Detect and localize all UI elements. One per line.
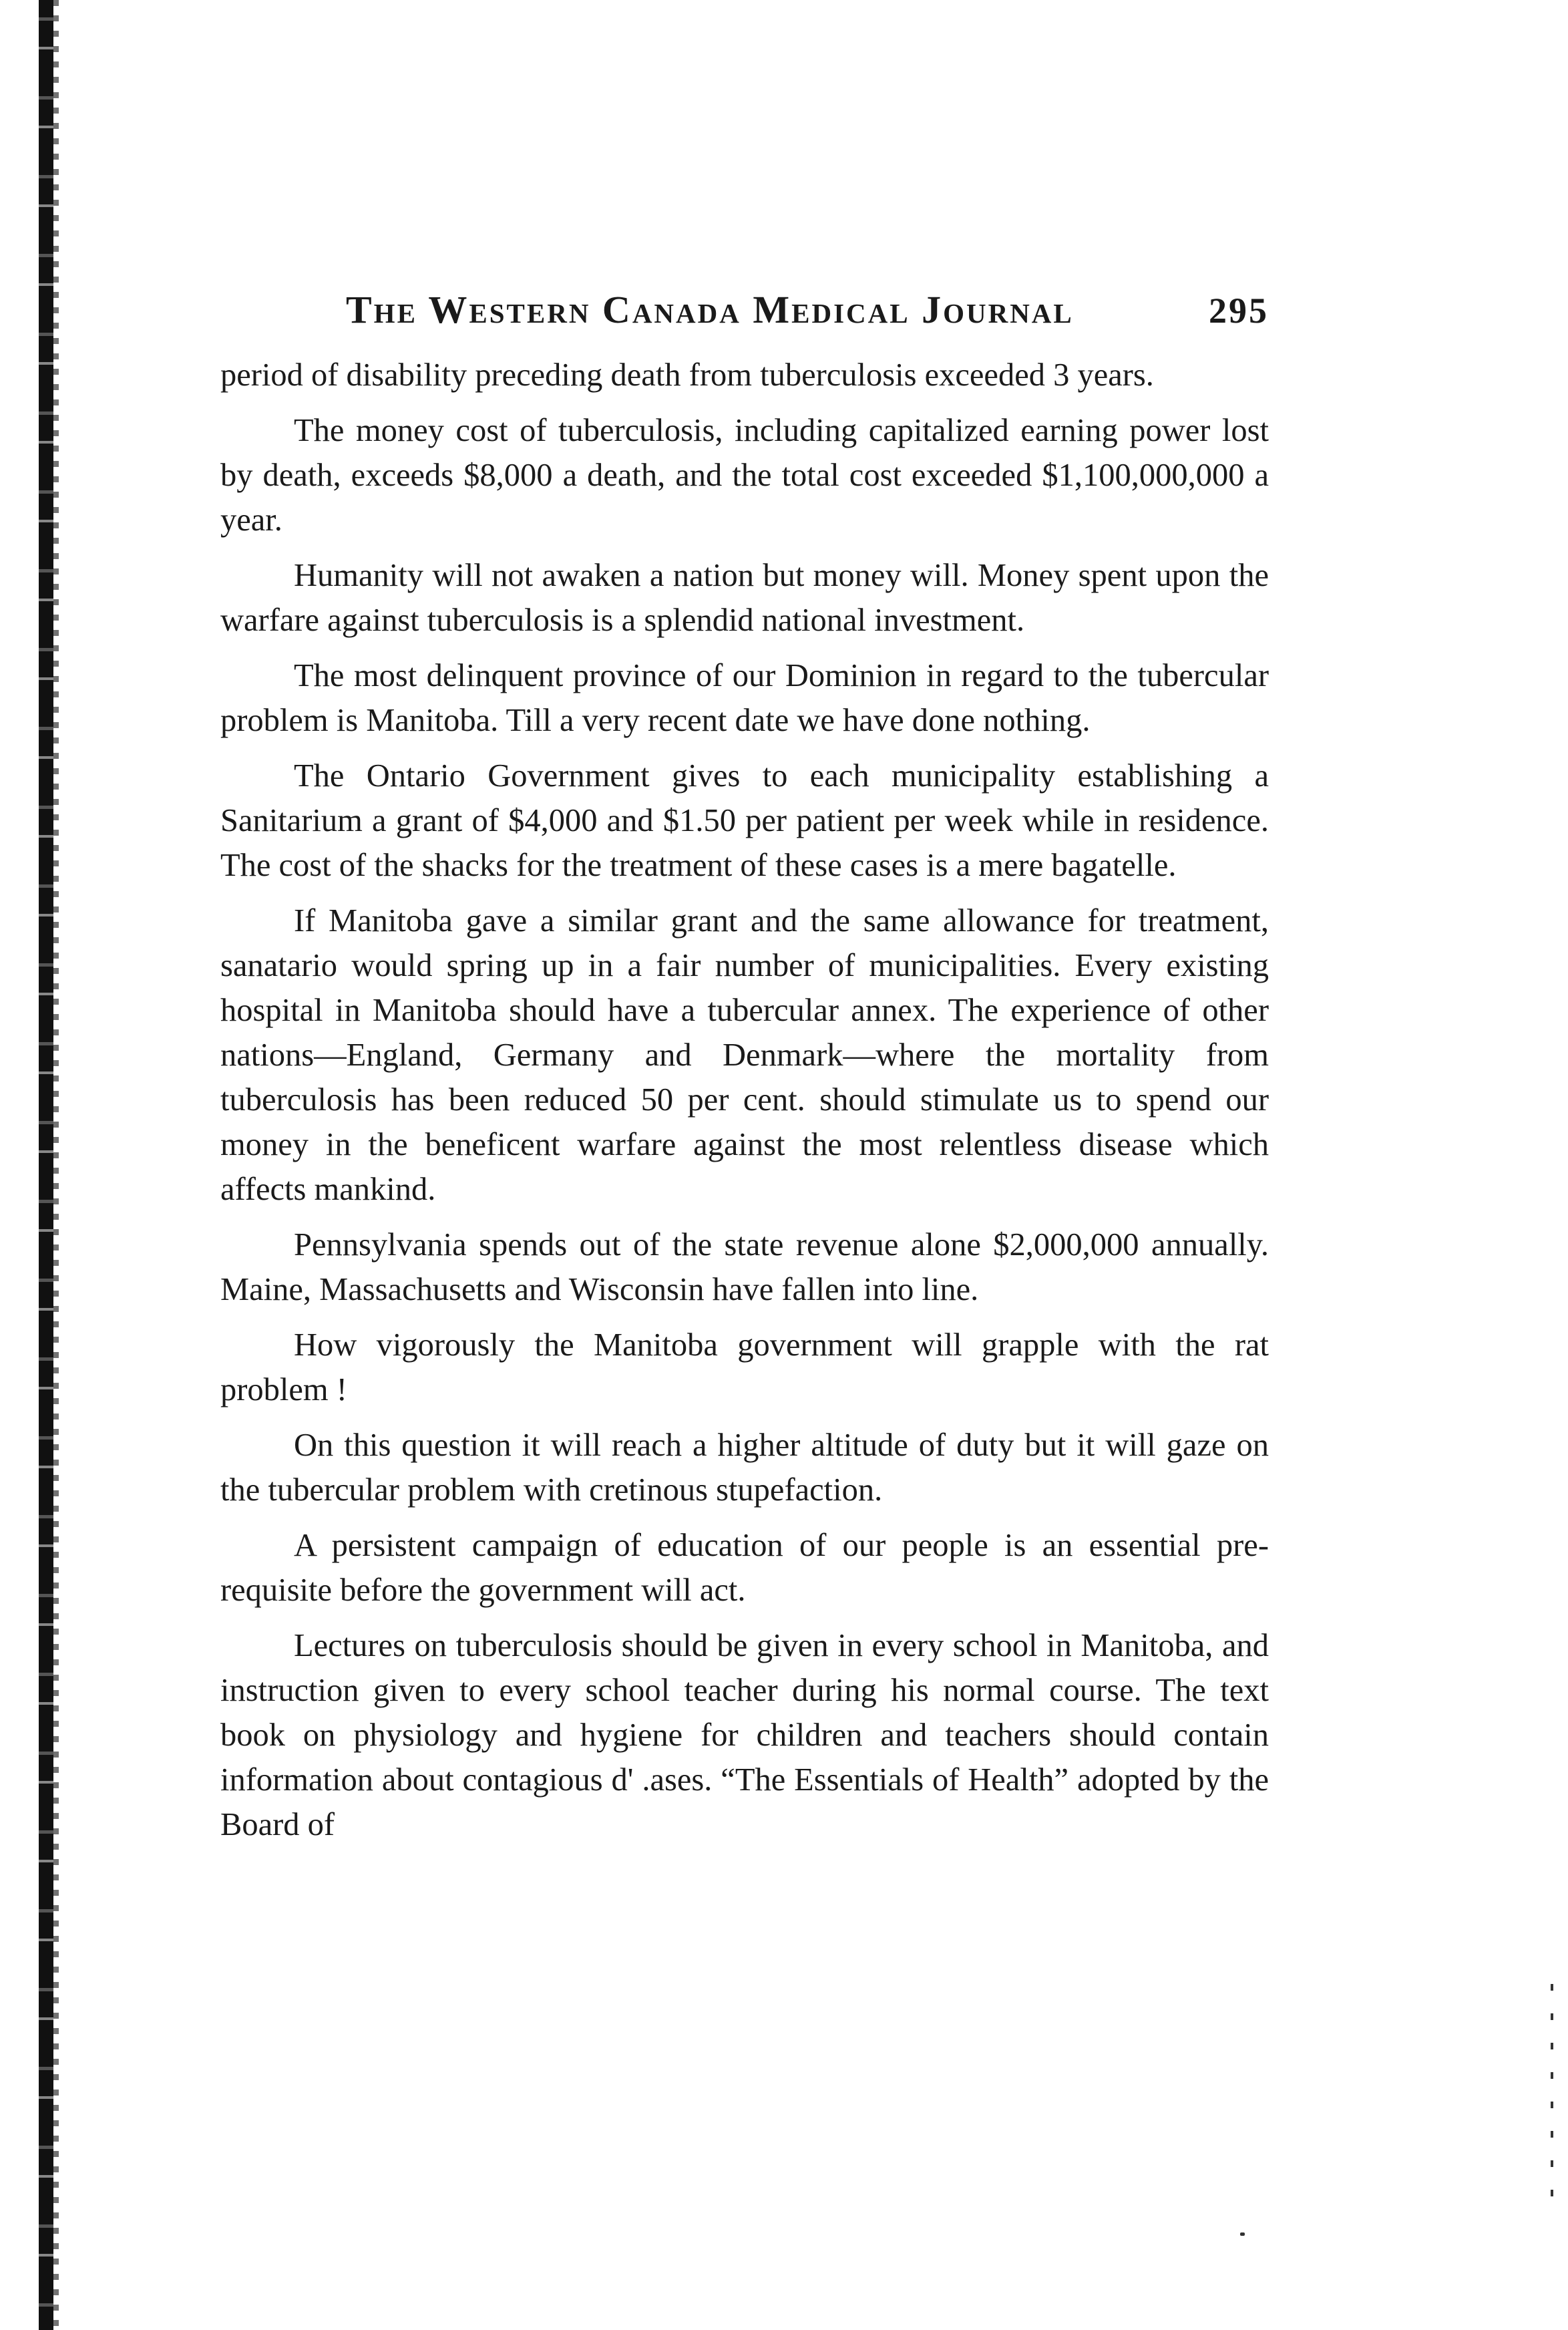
paragraph: period of disability preceding death from tuberculosis exceeded 3 years. xyxy=(220,357,1154,393)
paragraph: Lectures on tuberculosis should be given in every school in Manitoba, and instruction given to every school teacher during his normal course. The text book on physiology and hygiene for children and teachers should contain information about contagious d' .ases. “The Essentials of Health” adopted by the Board of xyxy=(220,1628,1269,1842)
journal-title: The Western Canada Medical Journal xyxy=(346,288,1074,331)
paragraph: On this question it will reach a higher altitude of duty but it will gaze on the tubercular problem with cretinous stupefaction. xyxy=(220,1428,1269,1508)
article-body xyxy=(220,353,1269,1847)
running-head xyxy=(220,287,1269,341)
scan-binding-edge xyxy=(39,0,53,2330)
paragraph: Humanity will not awaken a nation but money will. Money spent upon the warfare against tuberculosis is a splendid national investment. xyxy=(220,558,1269,638)
paragraph: A persistent campaign of education of our people is an essential pre-requisite before the government will act. xyxy=(220,1528,1269,1608)
paragraph: Pennsylvania spends out of the state revenue alone $2,000,000 annually. Maine, Massachusetts and Wisconsin have fallen into line. xyxy=(220,1227,1269,1307)
paragraph: The money cost of tuberculosis, including capitalized earning power lost by death, exceeds $8,000 a death, and the total cost exceeded $1,100,000,000 a year. xyxy=(220,413,1269,538)
scan-binding-fringe xyxy=(53,0,59,2330)
scan-dot xyxy=(1240,2232,1245,2236)
journal-page xyxy=(220,287,1269,1858)
page-number: 295 xyxy=(1209,291,1269,331)
scan-specks xyxy=(1551,1984,1553,2218)
paragraph: If Manitoba gave a similar grant and the same allowance for treatment, sanatario would spring up in a fair number of municipalities. Every existing hospital in Manitoba should have a tubercular annex. The experience of other nations—England, Germany and Denmark—where the mortality from tuberculosis has been reduced 50 per cent. should stimulate us to spend our money in the beneficent warfare against the most relentless disease which affects mankind. xyxy=(220,903,1269,1207)
paragraph: The Ontario Government gives to each municipality establishing a Sanitarium a grant of $4,000 and $1.50 per patient per week while in residence. The cost of the shacks for the treatment of these cases is a mere bagatelle. xyxy=(220,758,1269,883)
paragraph: The most delinquent province of our Dominion in regard to the tubercular problem is Manitoba. Till a very recent date we have done nothing. xyxy=(220,658,1269,738)
paragraph: How vigorously the Manitoba government will grapple with the rat problem ! xyxy=(220,1327,1269,1407)
